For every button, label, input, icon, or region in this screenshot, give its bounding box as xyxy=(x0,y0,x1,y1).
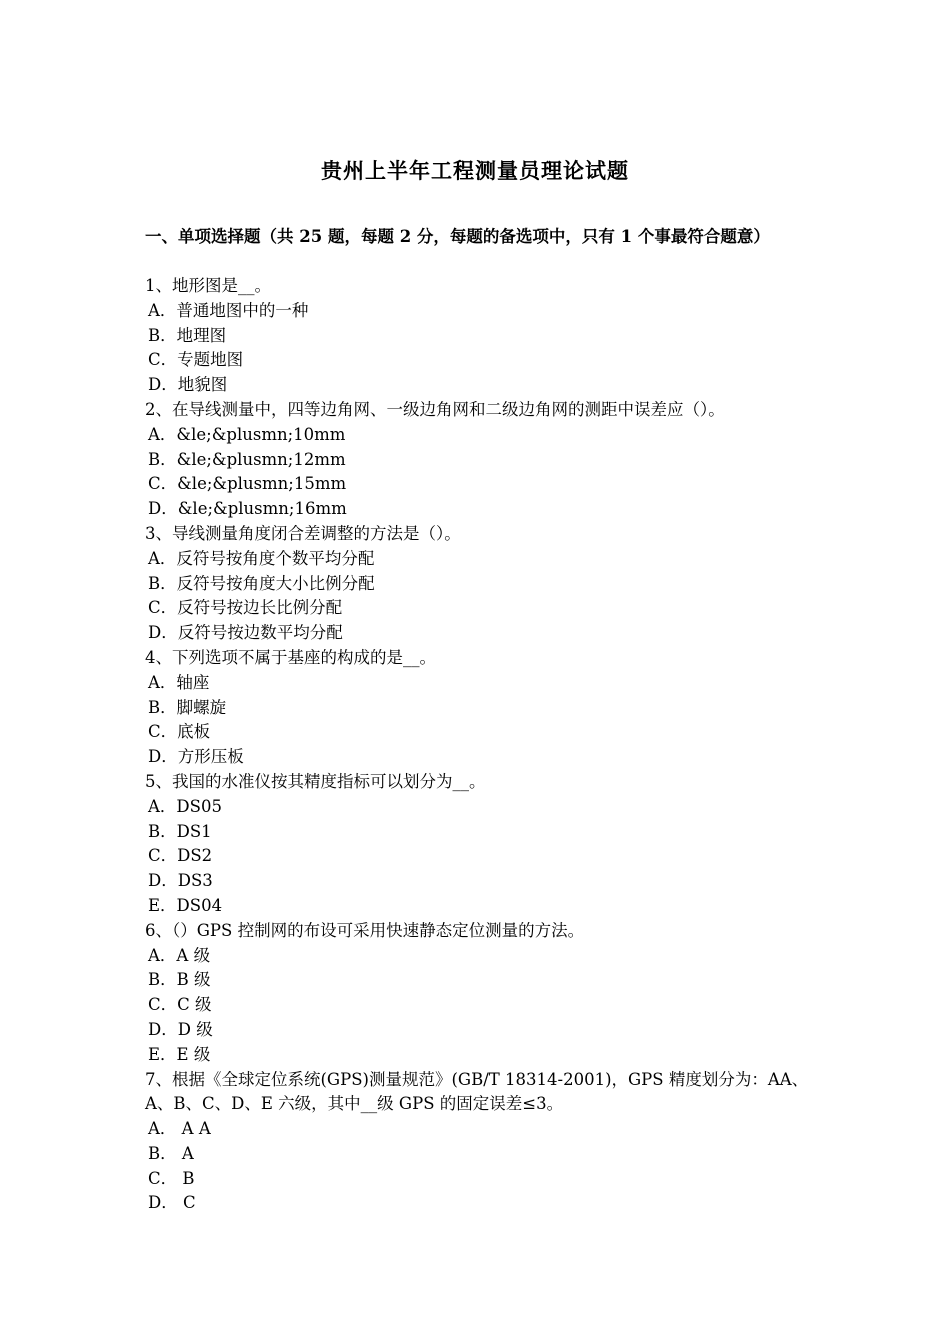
option-item: A．轴座 xyxy=(148,672,210,692)
question-text: 2、在导线测量中，四等边角网、一级边角网和二级边角网的测距中误差应（）。 xyxy=(145,399,725,419)
option-item: E．E 级 xyxy=(148,1044,211,1064)
question-text: 4、下列选项不属于基座的构成的是__。 xyxy=(145,647,436,667)
option-item: D．DS3 xyxy=(148,871,213,891)
option-item: D．&le;&plusmn;16mm xyxy=(148,499,347,519)
option-item: C．反符号按边长比例分配 xyxy=(148,598,343,618)
option-item: C．&le;&plusmn;15mm xyxy=(148,474,347,494)
option-item: A．普通地图中的一种 xyxy=(148,300,309,320)
question-text: 6、（）GPS 控制网的布设可采用快速静态定位测量的方法。 xyxy=(145,920,585,940)
option-item: D．D 级 xyxy=(148,1019,213,1039)
question-text: 7、根据《全球定位系统(GPS)测量规范》(GB/T 18314-2001)，GPS 精度划分为：AA、A、B、C、D、E 六级，其中__级 GPS 的固定误差≤3。 xyxy=(145,1069,809,1114)
option-item: B．DS1 xyxy=(148,821,212,841)
option-item: A．&le;&plusmn;10mm xyxy=(148,424,346,444)
option-item: C．底板 xyxy=(148,722,211,742)
option-item: A．DS05 xyxy=(148,796,222,816)
option-item: E．DS04 xyxy=(148,895,223,915)
question-text: 1、地形图是__。 xyxy=(145,276,271,295)
section-heading: 一、单项选择题（共 25 题，每题 2 分，每题的备选项中，只有 1 个事最符合题意） xyxy=(145,227,770,246)
option-item: A．A 级 xyxy=(148,945,211,965)
option-item: D． C xyxy=(148,1193,196,1213)
option-item: B．&le;&plusmn;12mm xyxy=(148,449,346,469)
option-item: B． A xyxy=(148,1143,194,1163)
option-item: B．B 级 xyxy=(148,970,211,990)
question-text: 3、导线测量角度闭合差调整的方法是（）。 xyxy=(145,523,461,543)
option-item: B．地理图 xyxy=(148,325,227,345)
option-item: C． B xyxy=(148,1168,195,1188)
option-item: C．专题地图 xyxy=(148,350,244,370)
option-item: A．反符号按角度个数平均分配 xyxy=(148,548,375,568)
option-item: B．反符号按角度大小比例分配 xyxy=(148,573,375,593)
option-item: B．脚螺旋 xyxy=(148,697,227,717)
question-text: 5、我国的水准仪按其精度指标可以划分为__。 xyxy=(145,771,486,791)
document-title: 贵州上半年工程测量员理论试题 xyxy=(321,158,629,183)
option-item: D．方形压板 xyxy=(148,747,244,767)
option-item: A． A A xyxy=(148,1119,211,1139)
option-item: D．地貌图 xyxy=(148,375,228,395)
question-list xyxy=(145,274,835,1216)
option-item: C．C 级 xyxy=(148,995,212,1015)
option-item: C．DS2 xyxy=(148,846,213,866)
option-item: D．反符号按边数平均分配 xyxy=(148,623,343,643)
